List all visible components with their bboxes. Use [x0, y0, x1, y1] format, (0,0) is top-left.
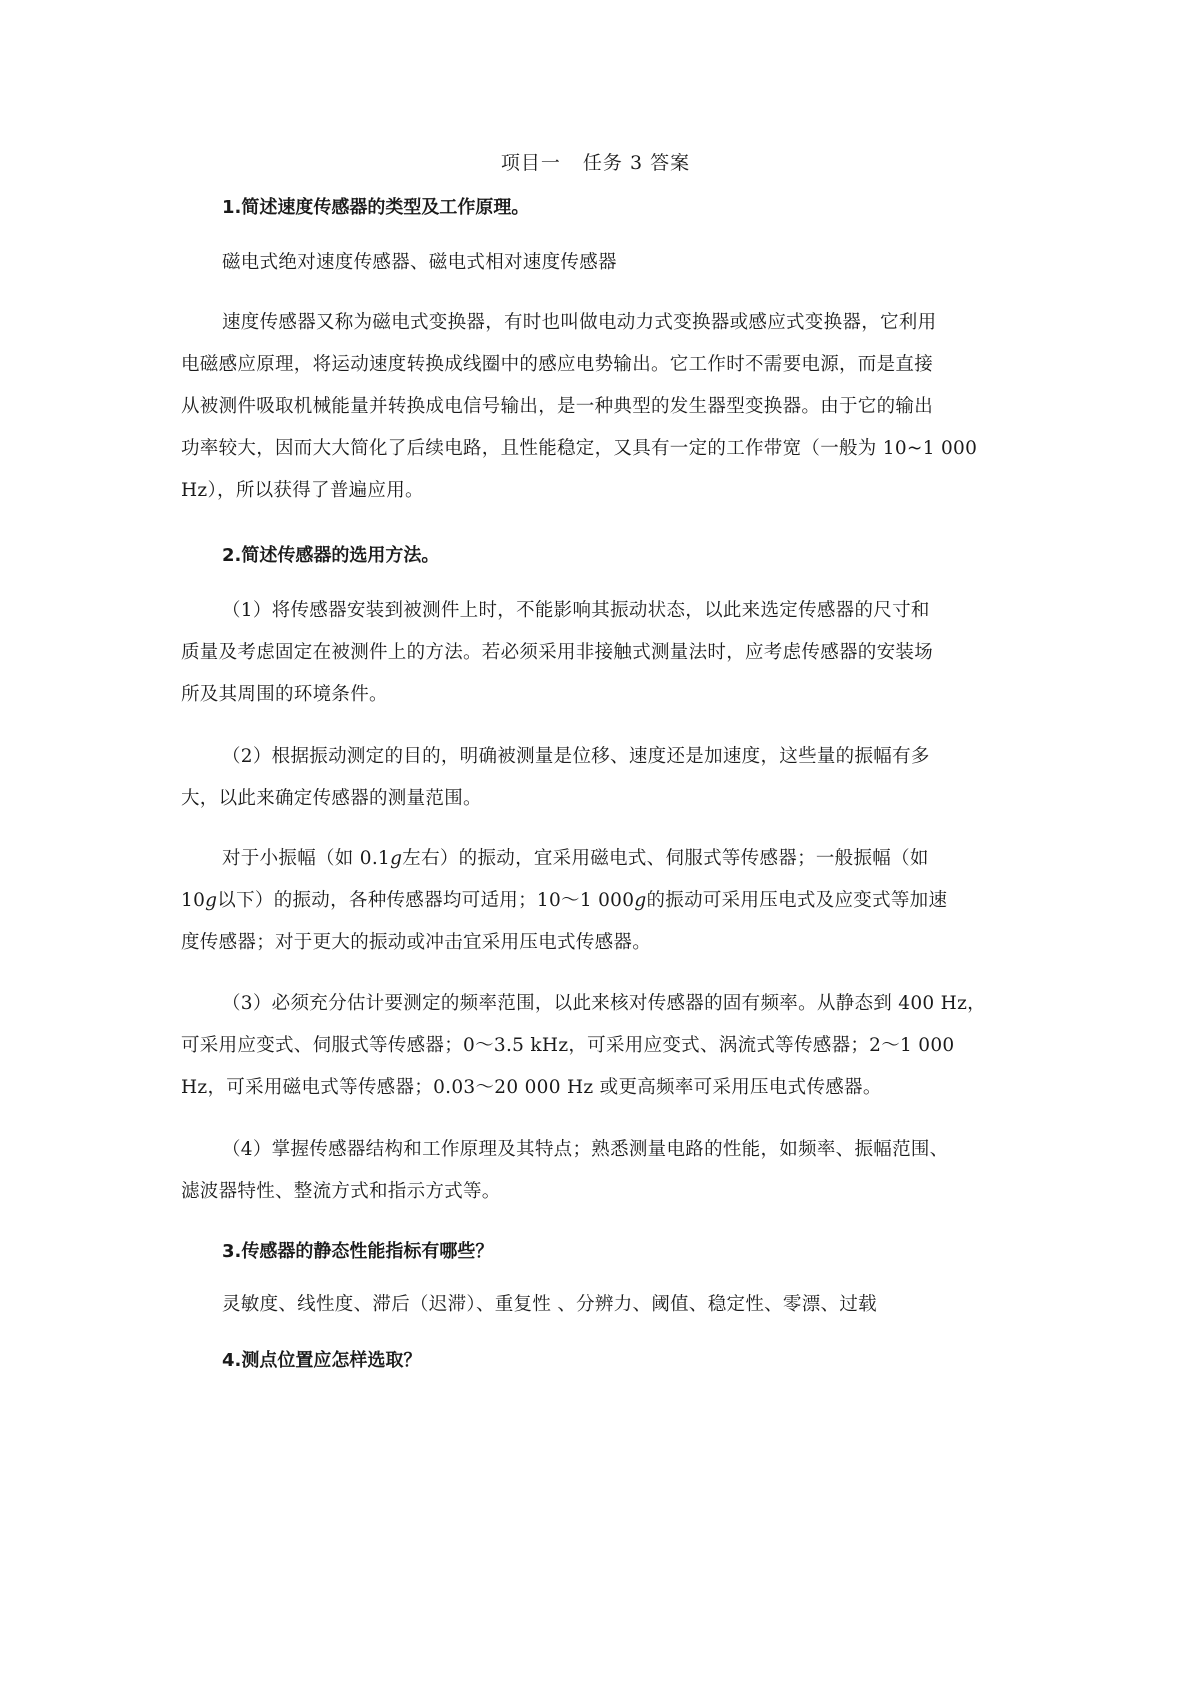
q2-p3-line-3: 度传感器；对于更大的振动或冲击宜采用压电式传感器。 [181, 932, 652, 953]
q1-line-1: 速度传感器又称为磁电式变换器，有时也叫做电动力式变换器或感应式变换器，它利用 [222, 312, 937, 333]
question-3-heading: 3.传感器的静态性能指标有哪些？ [222, 1241, 494, 1262]
page-title [0, 148, 1191, 178]
q2-p4-line-3: Hz，可采用磁电式等传感器；0.03～20 000 Hz 或更高频率可采用压电式传感器。 [181, 1077, 882, 1098]
q2-p1-line-1: （1）将传感器安装到被测件上时，不能影响其振动状态，以此来选定传感器的尺寸和 [222, 600, 930, 621]
q2-p5-line-1: （4）掌握传感器结构和工作原理及其特点；熟悉测量电路的性能，如频率、振幅范围、 [222, 1139, 949, 1160]
question-2-heading: 2.简述传感器的选用方法。 [222, 545, 440, 566]
q1-line-5: Hz），所以获得了普遍应用。 [181, 480, 424, 501]
q2-p2-line-1: （2）根据振动测定的目的，明确被测量是位移、速度还是加速度，这些量的振幅有多 [222, 746, 930, 767]
q2-p4-line-1: （3）必须充分估计要测定的频率范围，以此来核对传感器的固有频率。从静态到 400 Hz， [222, 993, 986, 1014]
q2-p1-line-2: 质量及考虑固定在被测件上的方法。若必须采用非接触式测量法时，应考虑传感器的安装场 [181, 642, 934, 663]
q1-line-3: 从被测件吸取机械能量并转换成电信号输出，是一种典型的发生器型变换器。由于它的输出 [181, 396, 934, 417]
question-4-heading: 4.测点位置应怎样选取？ [222, 1350, 422, 1371]
title-part2: 任务 3 答案 [582, 152, 691, 174]
q2-paragraph-2 [181, 736, 1010, 820]
q2-p3-line-2: 10g以下）的振动，各种传感器均可适用；10～1 000g的振动可采用压电式及应变式等加速 [181, 890, 948, 911]
q2-paragraph-5 [181, 1129, 1010, 1213]
q2-p3-line-1: 对于小振幅（如 0.1g左右）的振动，宜采用磁电式、伺服式等传感器；一般振幅（如 [222, 848, 929, 869]
q2-paragraph-1 [181, 590, 1010, 716]
question-1-heading: 1.简述速度传感器的类型及工作原理。 [222, 197, 530, 218]
q2-p4-line-2: 可采用应变式、伺服式等传感器；0～3.5 kHz，可采用应变式、涡流式等传感器；2～1 000 [181, 1035, 955, 1056]
q1-line-4: 功率较大，因而大大简化了后续电路，且性能稳定，又具有一定的工作带宽（一般为 10~1 000 [181, 438, 978, 459]
title-part1: 项目一 [500, 152, 561, 174]
q2-p5-line-2: 滤波器特性、整流方式和指示方式等。 [181, 1181, 501, 1202]
q2-paragraph-3 [181, 838, 1010, 964]
q2-paragraph-4 [181, 983, 1010, 1109]
q1-line-2: 电磁感应原理，将运动速度转换成线圈中的感应电势输出。它工作时不需要电源，而是直接 [181, 354, 934, 375]
q1-principle-paragraph [181, 302, 1010, 512]
q2-p2-line-2: 大，以此来确定传感器的测量范围。 [181, 788, 482, 809]
q1-types: 磁电式绝对速度传感器、磁电式相对速度传感器 [222, 252, 617, 273]
q2-p1-line-3: 所及其周围的环境条件。 [181, 684, 388, 705]
q3-answer: 灵敏度、线性度、滞后（迟滞）、重复性 、分辨力、阈值、稳定性、零漂、过载 [222, 1294, 877, 1315]
